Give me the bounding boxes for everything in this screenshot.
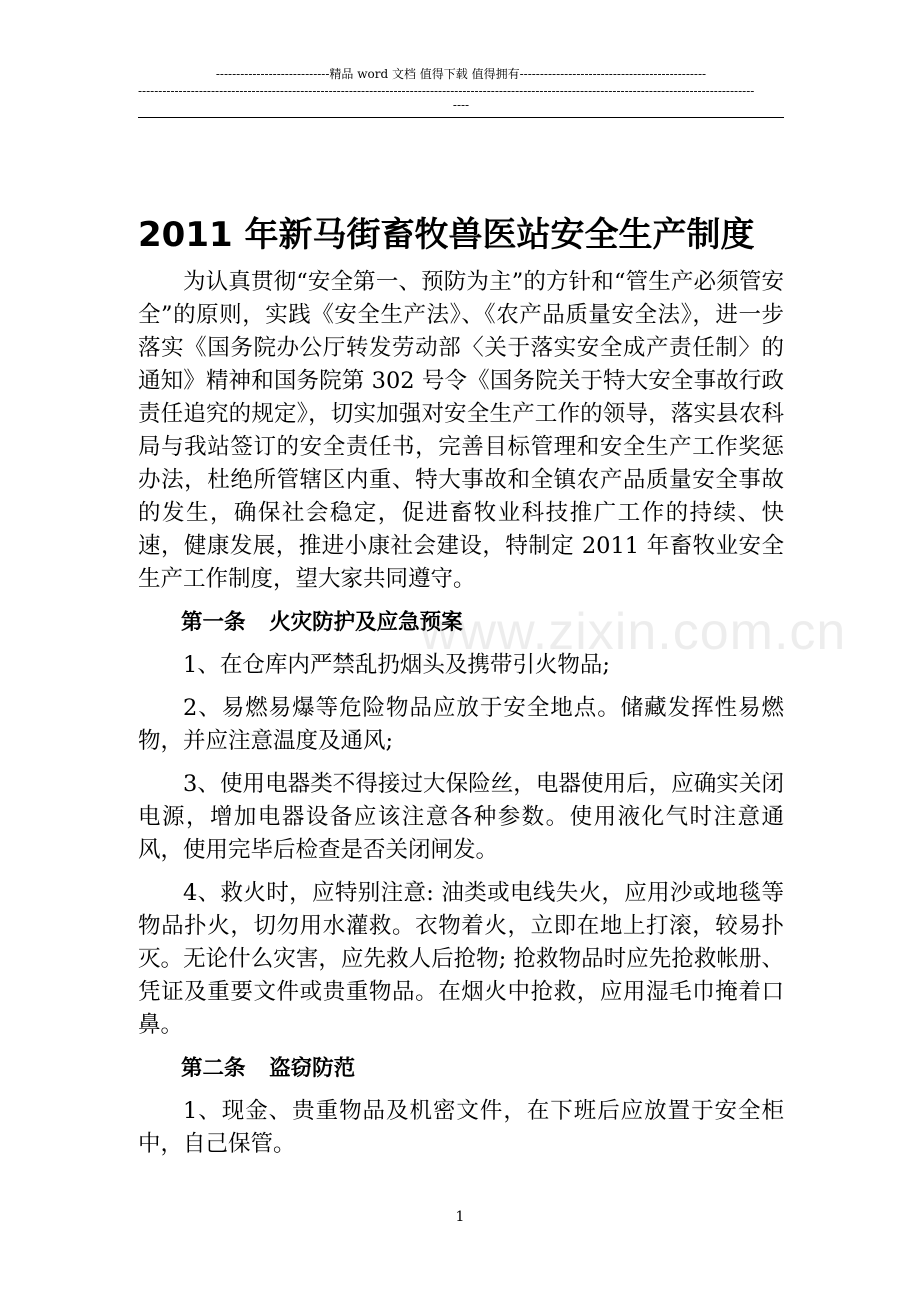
article-1-item-3: 3、使用电器类不得接过大保险丝，电器使用后，应确实关闭电源，增加电器设备应该注意各种参数。使用液化气时注意通风，使用完毕后检查是否关闭闸发。 bbox=[138, 771, 784, 863]
page-number: 1 bbox=[455, 1209, 465, 1225]
header-line-1: ----------------------------精品 word 文档 值得下载 值得拥有---------------------------------------------- bbox=[215, 67, 707, 81]
article-1-label: 第一条 bbox=[181, 610, 246, 635]
article-1-item-2: 2、易燃易爆等危险物品应放于安全地点。储藏发挥性易燃物，并应注意温度及通风; bbox=[138, 695, 784, 754]
header-line-3: ---- bbox=[452, 98, 470, 112]
document-body bbox=[138, 266, 784, 1161]
intro-paragraph: 为认真贯彻“安全第一、预防为主”的方针和“管生产必须管安全”的原则，实践《安全生产法》、《农产品质量安全法》，进一步落实《国务院办公厅转发劳动部〈关于落实安全成产责任制〉的通知》精神和国务院第 302 号令《国务院关于特大安全事故行政责任追究的规定》，切实加强对安全生产工作的领导，落实县农科局与我站签订的安全责任书，完善目标管理和安全生产工作奖惩办法，杜绝所管辖区内重、特大事故和全镇农产品质量安全事故的发生，确保社会稳定，促进畜牧业科技推广工作的持续、快速，健康发展，推进小康社会建设，特制定 2011 年畜牧业安全生产工作制度，望大家共同遵守。 bbox=[138, 269, 784, 592]
article-1-item-1: 1、在仓库内严禁乱扔烟头及携带引火物品; bbox=[183, 652, 610, 678]
article-2-label: 第二条 bbox=[181, 1056, 246, 1081]
article-1-heading bbox=[138, 606, 784, 639]
article-1-title: 火灾防护及应急预案 bbox=[269, 610, 463, 635]
watermark: www.zixin.com.cn bbox=[420, 603, 847, 661]
document-title: 2011 年新马街畜牧兽医站安全生产制度 bbox=[138, 215, 755, 255]
header-line-2: -------------------------------------------------------------------------------------------------------------------------------------------------------- bbox=[138, 84, 755, 98]
article-2-title: 盗窃防范 bbox=[269, 1056, 356, 1081]
article-1-item-4: 4、救火时，应特别注意: 油类或电线失火，应用沙或地毯等物品扑火，切勿用水灌救。衣物着火，立即在地上打滚，较易扑灭。无论什么灾害，应先救人后抢物; 抢救物品时应先抢救帐册、凭证及重要文件或贵重物品。在烟火中抢救，应用湿毛巾掩着口鼻。 bbox=[138, 880, 784, 1038]
header-rule bbox=[138, 117, 784, 118]
article-2-item-1: 1、现金、贵重物品及机密文件，在下班后应放置于安全柜中，自己保管。 bbox=[138, 1098, 784, 1157]
article-2-heading bbox=[138, 1052, 784, 1085]
